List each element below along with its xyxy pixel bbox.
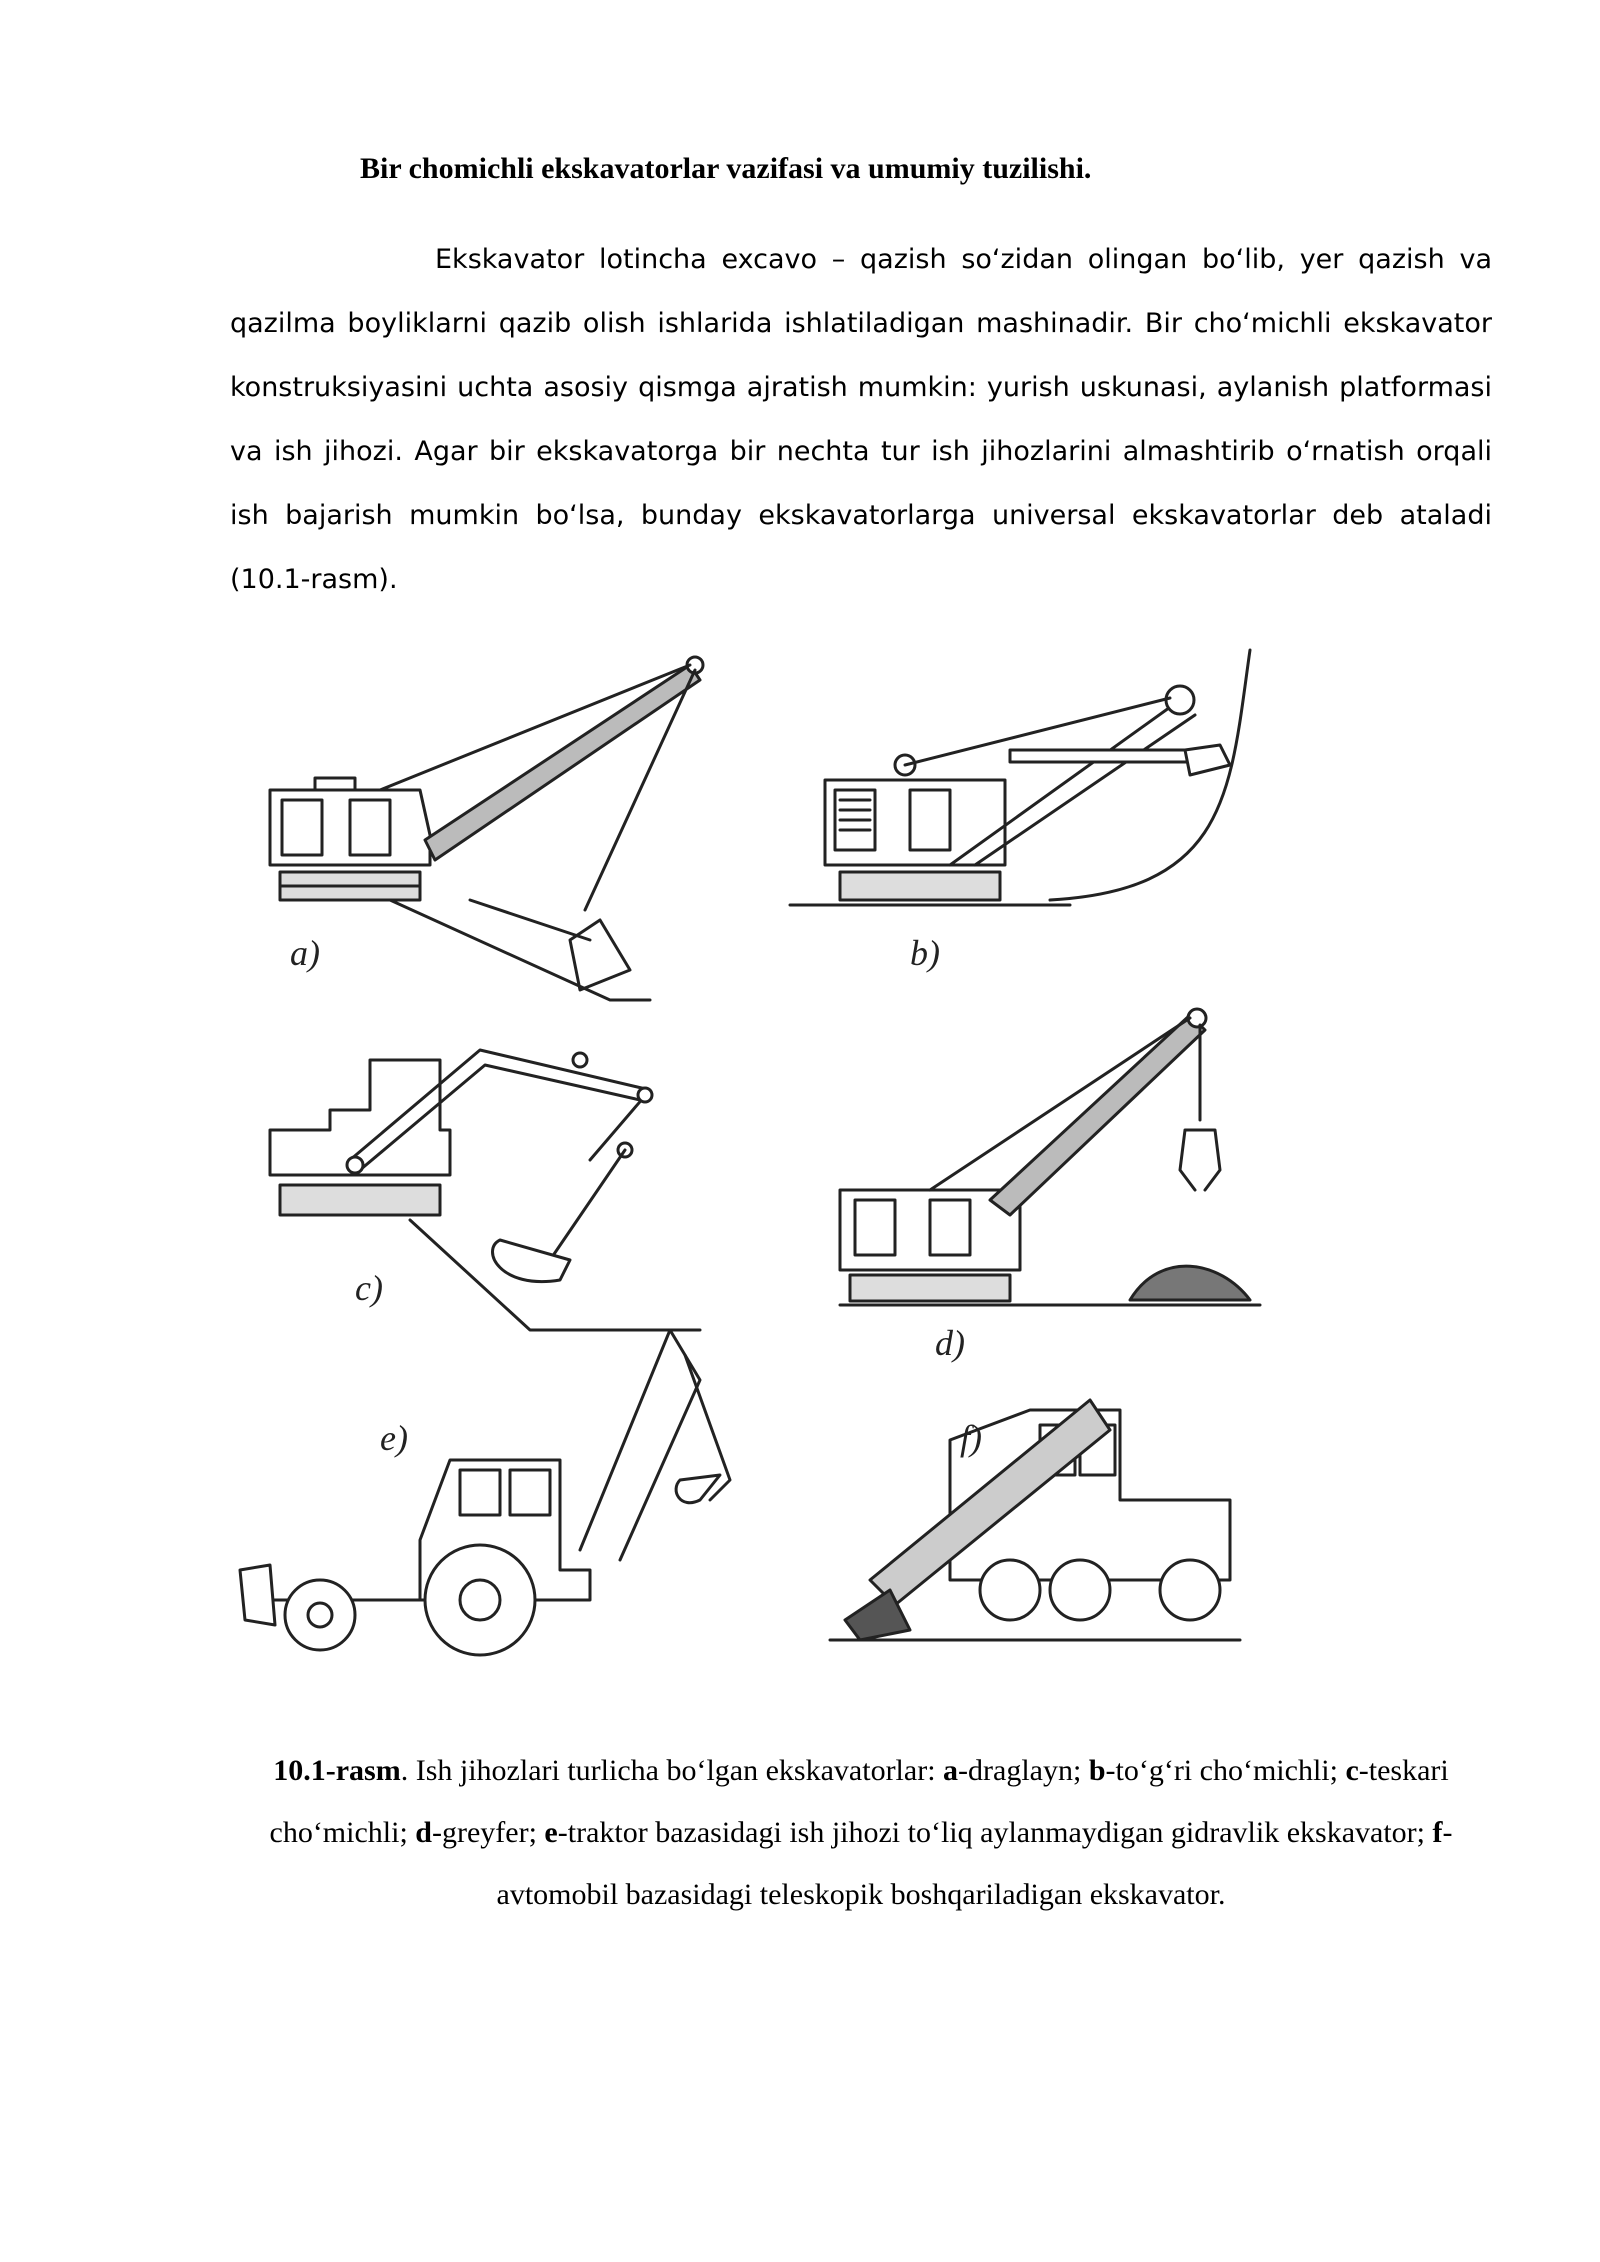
tractor-excavator-illustration xyxy=(240,1330,730,1655)
label-e: e) xyxy=(380,1418,408,1458)
caption-key-f: f xyxy=(1432,1816,1443,1849)
label-b: b) xyxy=(910,933,940,973)
caption-text-d: -greyfer; xyxy=(431,1816,545,1849)
body-paragraph-text: Ekskavator lotincha excavo – qazish so‘zidan olingan bo‘lib, yer qazish va qazilma boyliklarni qazib olish ishlarida ishlatiladigan mashinadir. Bir cho‘michli ekskavator konstruksiyasini uchta asosiy qismga ajratish mumkin: yurish uskunasi, aylanish platformasi va ish jihozi. Agar bir ekskavatorga bir nechta tur ish jihozlarini almashtirib o‘rnatish orqali ish bajarish mumkin bo‘lsa, bunday ekskavatorlarga universal ekskavatorlar deb ataladi (10.1-rasm). xyxy=(230,244,1492,595)
label-c: c) xyxy=(355,1268,383,1308)
caption-text-e: -traktor bazasidagi ish jihozi to‘liq aylanmaydigan gidravlik ekskavator; xyxy=(557,1816,1433,1849)
document-title: Bir chomichli ekskavatorlar vazifasi va umumiy tuzilishi. xyxy=(360,152,1092,185)
caption-number: 10.1-rasm xyxy=(273,1754,401,1787)
caption-text-c: -teskari cho‘michli; xyxy=(269,1754,1449,1849)
caption-text-f: -avtomobil bazasidagi teleskopik boshqariladigan ekskavator. xyxy=(496,1816,1453,1911)
label-d: d) xyxy=(935,1323,965,1363)
grab-illustration xyxy=(840,1009,1260,1363)
caption-text-b: -to‘g‘ri cho‘michli; xyxy=(1105,1754,1346,1787)
caption-key-d: d xyxy=(415,1816,432,1849)
dragline-illustration xyxy=(270,657,703,1000)
caption-key-b: b xyxy=(1088,1754,1106,1787)
caption-key-e: e xyxy=(544,1816,558,1849)
backhoe-illustration xyxy=(270,1050,700,1330)
label-a: a) xyxy=(290,933,320,973)
caption-text-a: -draglayn; xyxy=(958,1754,1089,1787)
body-paragraph xyxy=(230,228,1492,612)
excavator-figure xyxy=(230,640,1330,1720)
front-shovel-illustration xyxy=(790,650,1250,973)
figure-caption xyxy=(220,1740,1502,1926)
label-f: f) xyxy=(960,1418,982,1458)
telescopic-excavator-illustration xyxy=(830,1400,1240,1640)
caption-key-a: a xyxy=(943,1754,959,1787)
caption-intro: . Ish jihozlari turlicha bo‘lgan ekskavatorlar: xyxy=(400,1754,944,1787)
caption-key-c: c xyxy=(1345,1754,1359,1787)
